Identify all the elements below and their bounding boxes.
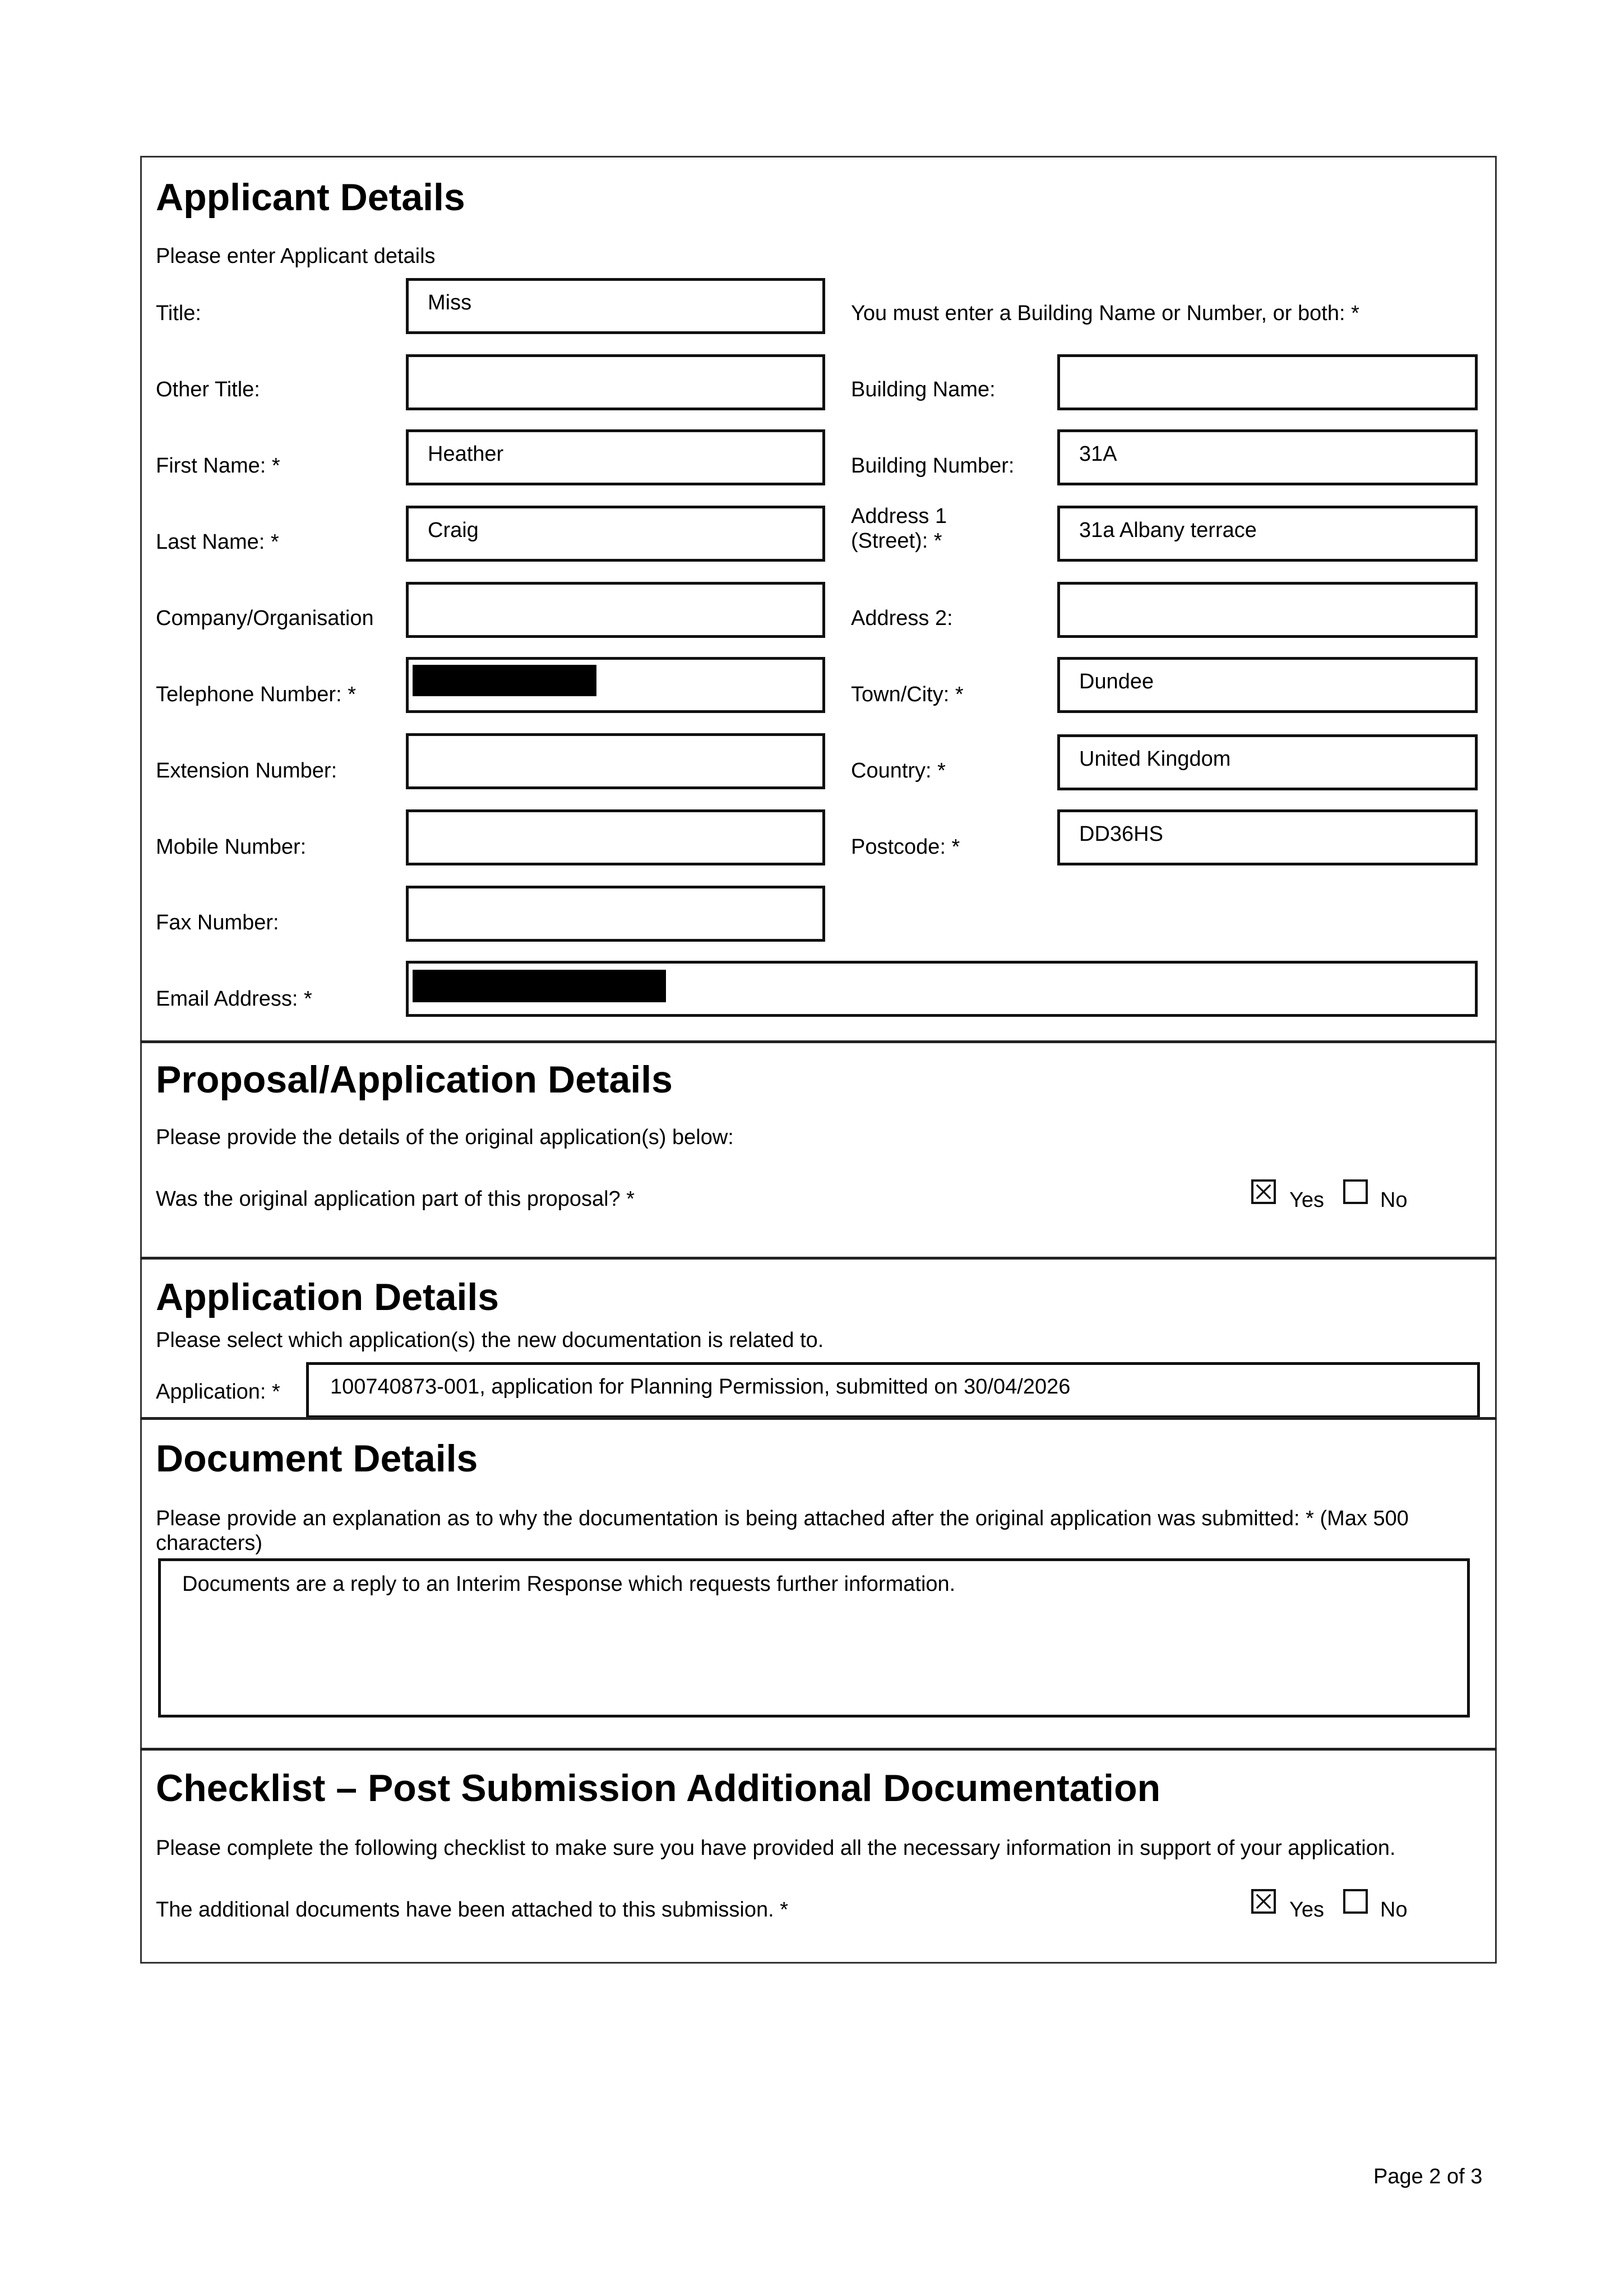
country-field[interactable]: United Kingdom [1057,734,1478,790]
last-name-field[interactable]: Craig [406,506,825,562]
postcode-label: Postcode: * [851,835,960,859]
document-intro-line2: characters) [156,1531,263,1555]
company-label: Company/Organisation [156,607,374,630]
first-name-field[interactable]: Heather [406,429,825,485]
telephone-redaction [413,665,596,696]
postcode-field[interactable]: DD36HS [1057,809,1478,865]
page-number: Page 2 of 3 [1373,2165,1483,2188]
building-name-field[interactable] [1057,354,1478,410]
proposal-yes-checkbox[interactable] [1251,1179,1276,1204]
address1-label-line2: (Street): * [851,529,942,553]
checked-x-icon [1253,1891,1274,1911]
application-label: Application: * [156,1380,280,1404]
proposal-no-label: No [1380,1188,1408,1212]
application-select[interactable]: 100740873-001, application for Planning Permission, submitted on 30/04/2026 [306,1362,1480,1418]
section-divider [140,1257,1497,1260]
building-number-label: Building Number: [851,454,1015,478]
other-title-field[interactable] [406,354,825,410]
email-redaction [413,970,666,1002]
application-intro: Please select which application(s) the new documentation is related to. [156,1328,824,1352]
checklist-no-label: No [1380,1898,1408,1922]
building-name-label: Building Name: [851,378,996,401]
proposal-intro: Please provide the details of the original application(s) below: [156,1126,734,1149]
document-intro-line1: Please provide an explanation as to why the documentation is being attached after the original application was submitted: * (Max 500 [156,1507,1409,1530]
checklist-question: The additional documents have been attached to this submission. * [156,1898,789,1922]
town-field[interactable]: Dundee [1057,657,1478,713]
section-divider [140,1417,1497,1420]
address1-label-line1: Address 1 [851,504,947,528]
document-explanation-textarea[interactable]: Documents are a reply to an Interim Response which requests further information. [158,1558,1470,1718]
country-label: Country: * [851,759,946,783]
proposal-heading: Proposal/Application Details [156,1058,673,1101]
email-label: Email Address: * [156,987,312,1011]
extension-field[interactable] [406,733,825,789]
mobile-field[interactable] [406,809,825,865]
checklist-yes-checkbox[interactable] [1251,1889,1276,1914]
address1-field[interactable]: 31a Albany terrace [1057,506,1478,562]
applicant-intro: Please enter Applicant details [156,244,436,268]
title-label: Title: [156,302,201,325]
building-note: You must enter a Building Name or Number, or both: * [851,302,1359,325]
proposal-question: Was the original application part of this proposal? * [156,1187,635,1211]
application-heading: Application Details [156,1276,499,1318]
building-number-field[interactable]: 31A [1057,429,1478,485]
other-title-label: Other Title: [156,378,260,401]
proposal-no-checkbox[interactable] [1343,1179,1368,1204]
telephone-label: Telephone Number: * [156,683,356,706]
checklist-heading: Checklist – Post Submission Additional Documentation [156,1767,1161,1809]
address2-field[interactable] [1057,582,1478,638]
last-name-label: Last Name: * [156,530,279,554]
applicant-heading: Applicant Details [156,176,465,219]
fax-field[interactable] [406,886,825,942]
section-divider [140,1748,1497,1751]
address2-label: Address 2: [851,607,953,630]
title-field[interactable]: Miss [406,278,825,334]
extension-label: Extension Number: [156,759,337,783]
mobile-label: Mobile Number: [156,835,307,859]
checklist-yes-label: Yes [1289,1898,1324,1922]
checklist-no-checkbox[interactable] [1343,1889,1368,1914]
company-field[interactable] [406,582,825,638]
proposal-yes-label: Yes [1289,1188,1324,1212]
town-label: Town/City: * [851,683,964,706]
first-name-label: First Name: * [156,454,280,478]
fax-label: Fax Number: [156,911,279,934]
section-divider [140,1040,1497,1043]
checklist-intro: Please complete the following checklist to make sure you have provided all the necessary information in support of your application. [156,1836,1396,1860]
checked-x-icon [1253,1182,1274,1202]
document-heading: Document Details [156,1437,478,1480]
